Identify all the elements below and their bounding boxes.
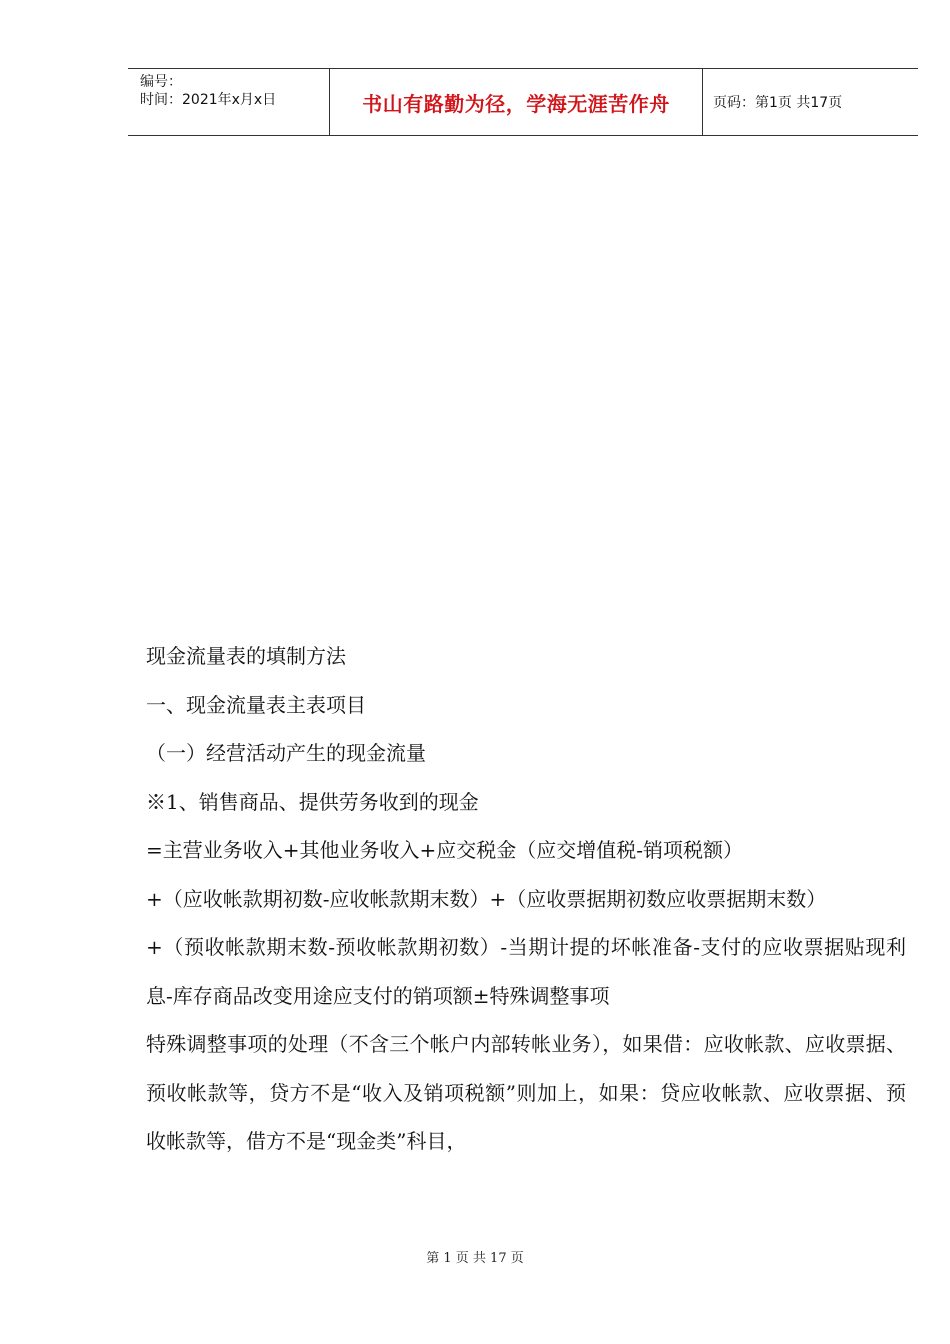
special-adjustment-note: 特殊调整事项的处理（不含三个帐户内部转帐业务），如果借：应收帐款、应收票据、预收帐款等，贷方不是“收入及销项税额”则加上，如果：贷应收帐款、应收票据、预收帐款等，借方不是“现金类”科目， — [146, 1032, 906, 1153]
header-page-info: 页码：第1页 共17页 — [713, 95, 843, 111]
formula-line-1: =主营业务收入+其他业务收入+应交税金（应交增值税-销项税额） — [146, 838, 744, 862]
formula-line-3: +（预收帐款期末数-预收帐款期初数）-当期计提的坏帐准备-支付的应收票据贴现利息-库存商品改变用途应支付的销项额±特殊调整事项 — [146, 935, 906, 1008]
time-label: 时间：2021年x月x日 — [140, 92, 277, 108]
subsection-heading: （一）经营活动产生的现金流量 — [146, 741, 426, 765]
section-heading: 一、现金流量表主表项目 — [146, 692, 366, 717]
document-body — [146, 632, 906, 1166]
page-header — [128, 68, 918, 136]
header-info-cell — [128, 69, 330, 135]
formula-line-2: +（应收帐款期初数-应收帐款期末数）+（应收票据期初数应收票据期末数） — [146, 886, 827, 911]
serial-label: 编号： — [140, 74, 182, 90]
header-motto: 书山有路勤为径，学海无涯苦作舟 — [330, 69, 703, 135]
item-heading: ※1、销售商品、提供劳务收到的现金 — [146, 789, 479, 814]
document-title: 现金流量表的填制方法 — [146, 644, 346, 668]
page-footer: 第 1 页 共 17 页 — [426, 1251, 524, 1266]
